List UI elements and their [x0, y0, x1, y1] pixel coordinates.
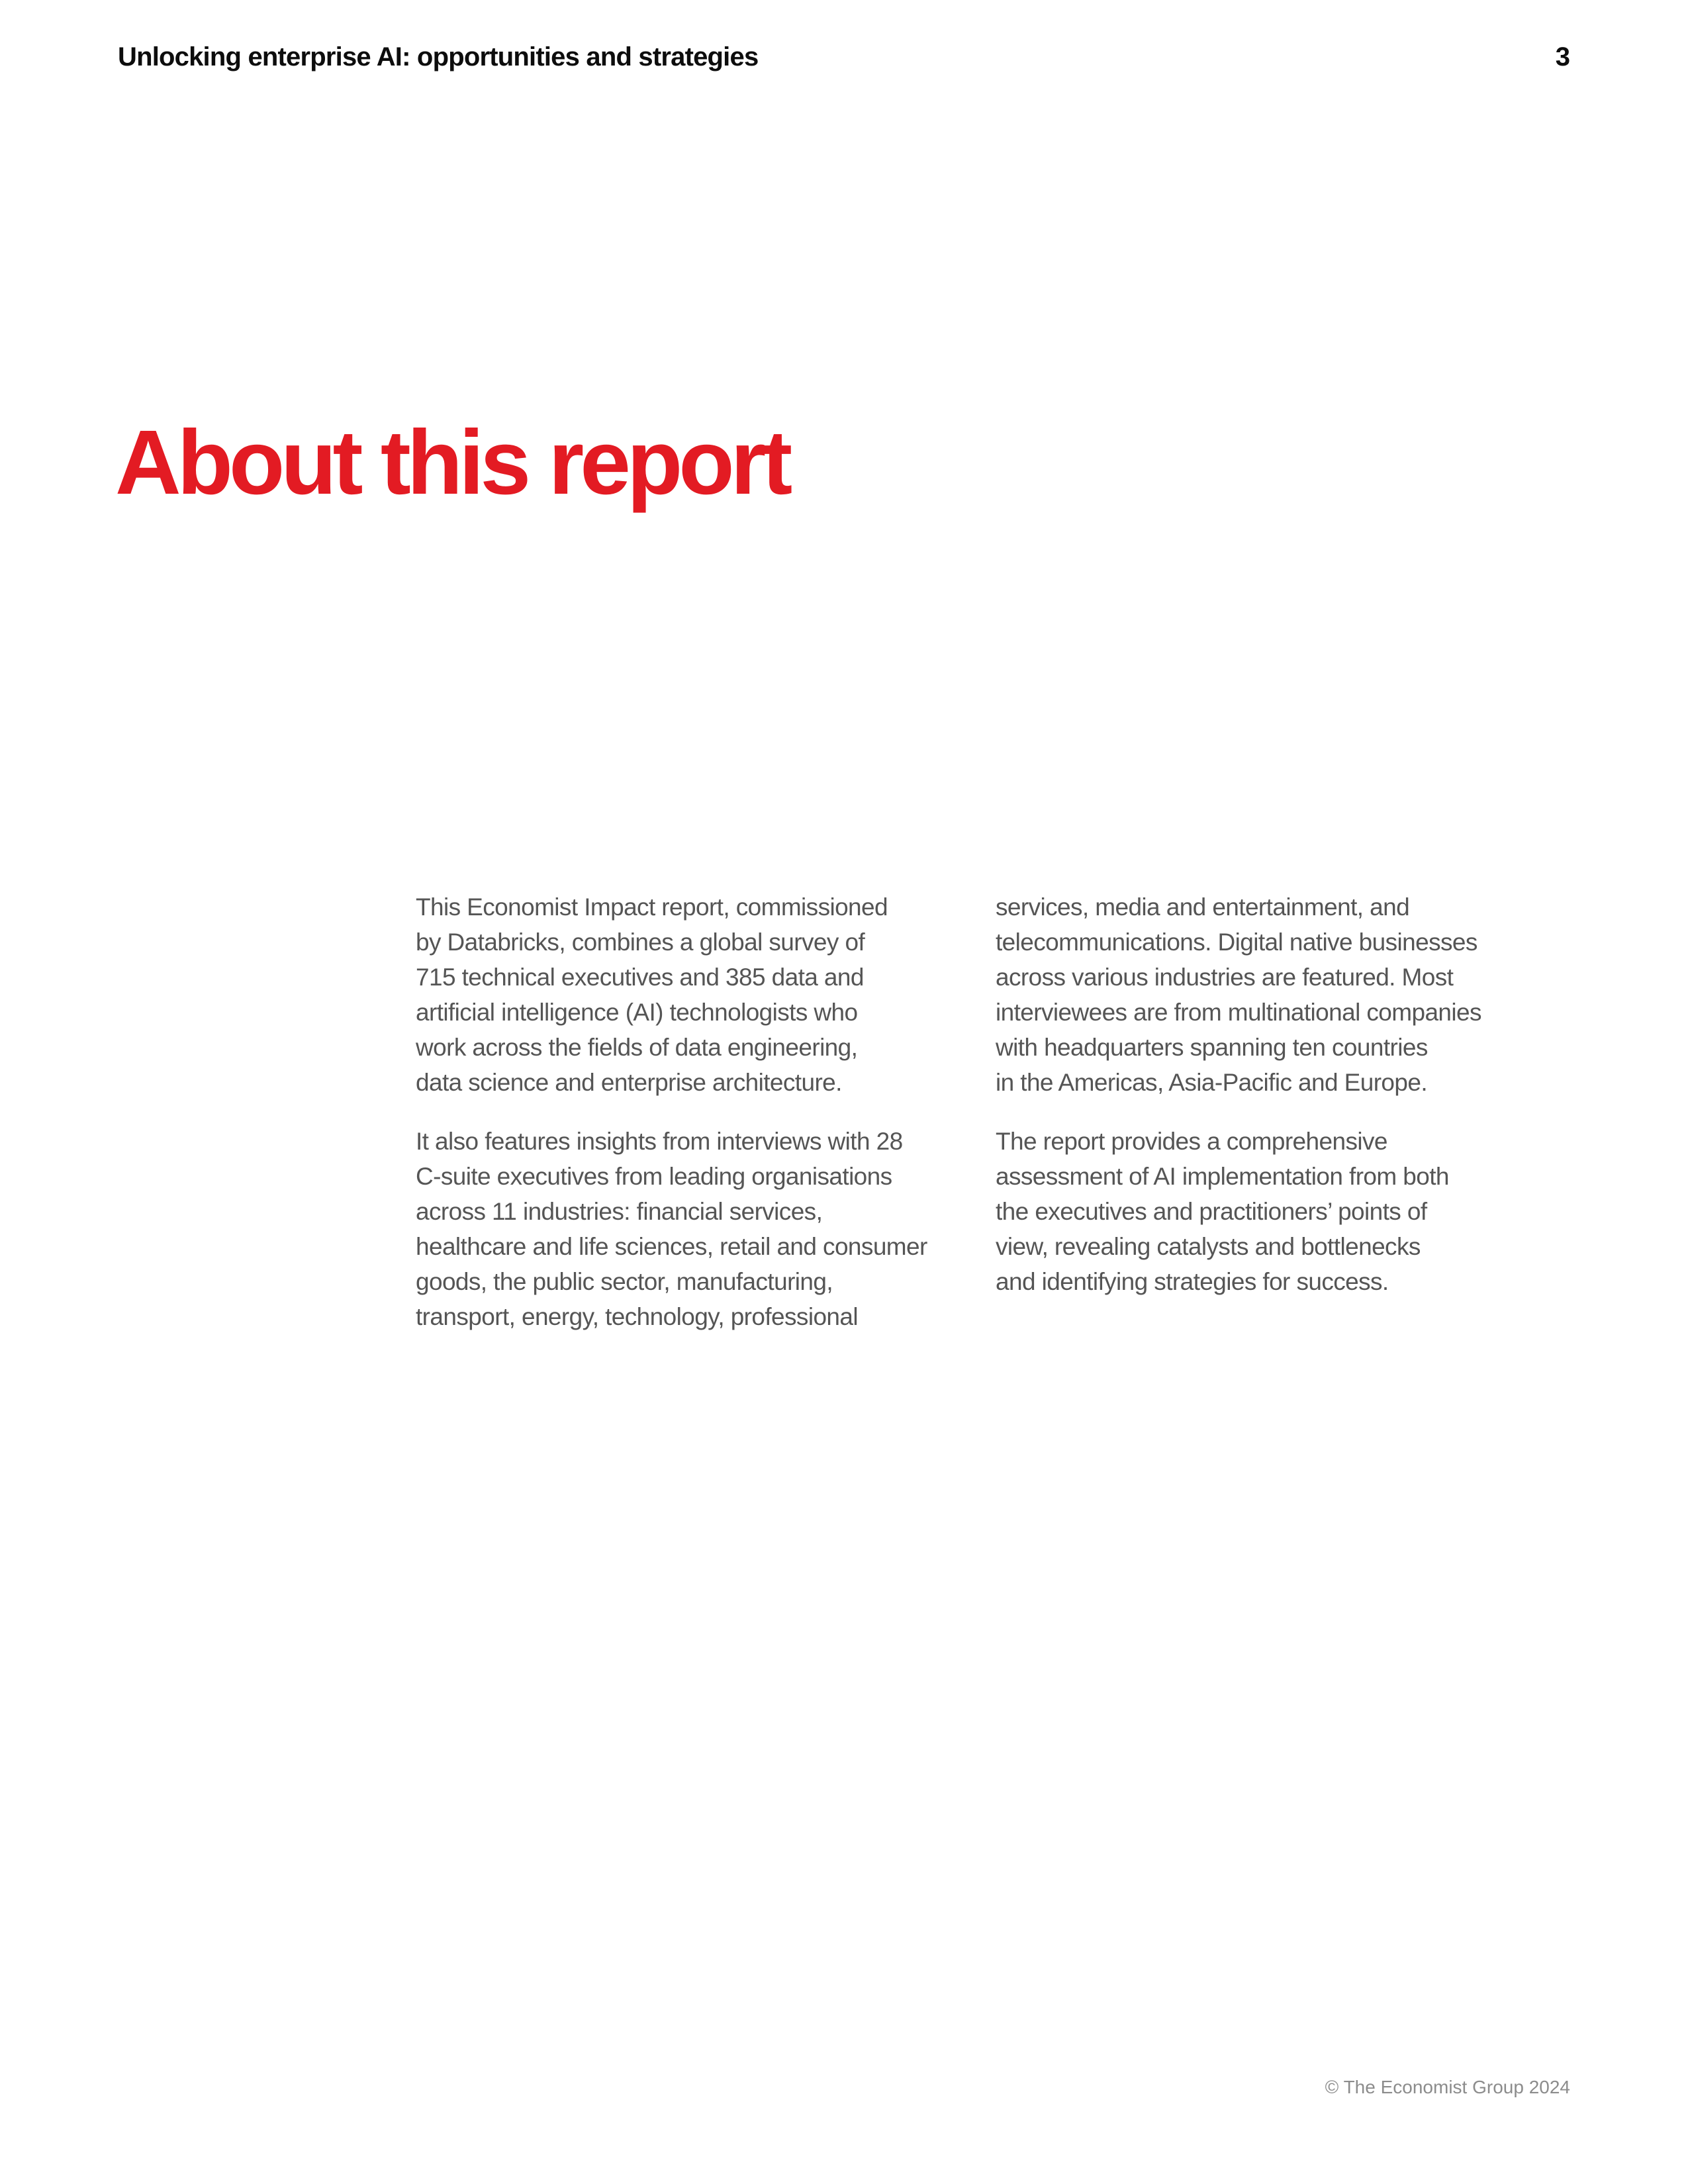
page-title: About this report — [115, 412, 789, 514]
text-line: It also features insights from interviews with 28 — [416, 1128, 903, 1155]
right-column — [996, 889, 1538, 1358]
text-line: across various industries are featured. Most — [996, 964, 1454, 991]
left-column — [416, 889, 959, 1358]
text-line: telecommunications. Digital native businesses — [996, 929, 1477, 956]
running-header: Unlocking enterprise AI: opportunities and strategies — [118, 42, 759, 71]
text-line: goods, the public sector, manufacturing, — [416, 1268, 833, 1295]
text-line: services, media and entertainment, and — [996, 893, 1410, 921]
text-line: with headquarters spanning ten countries — [996, 1034, 1428, 1061]
text-line: by Databricks, combines a global survey of — [416, 929, 865, 956]
text-line: in the Americas, Asia-Pacific and Europe. — [996, 1069, 1428, 1096]
text-line: assessment of AI implementation from both — [996, 1163, 1449, 1190]
paragraph-report-summary — [996, 1124, 1538, 1299]
text-line: and identifying strategies for success. — [996, 1268, 1389, 1295]
text-line: C-suite executives from leading organisations — [416, 1163, 892, 1190]
paragraph-industries-continued — [996, 889, 1538, 1100]
text-line: work across the fields of data engineering, — [416, 1034, 858, 1061]
text-line: transport, energy, technology, professional — [416, 1303, 859, 1330]
page-number: 3 — [1555, 42, 1570, 71]
text-line: interviewees are from multinational companies — [996, 999, 1481, 1026]
copyright-footer: © The Economist Group 2024 — [1325, 2077, 1570, 2097]
text-line: artificial intelligence (AI) technologists who — [416, 999, 858, 1026]
text-line: healthcare and life sciences, retail and consumer — [416, 1233, 927, 1260]
text-line: This Economist Impact report, commissioned — [416, 893, 888, 921]
text-line: view, revealing catalysts and bottlenecks — [996, 1233, 1421, 1260]
paragraph-interviews — [416, 1124, 959, 1334]
text-line: 715 technical executives and 385 data and — [416, 964, 864, 991]
text-line: the executives and practitioners’ points of — [996, 1198, 1427, 1225]
paragraph-survey-intro — [416, 889, 959, 1100]
text-line: The report provides a comprehensive — [996, 1128, 1387, 1155]
text-line: across 11 industries: financial services, — [416, 1198, 823, 1225]
body-columns — [416, 889, 1571, 1358]
text-line: data science and enterprise architecture. — [416, 1069, 842, 1096]
